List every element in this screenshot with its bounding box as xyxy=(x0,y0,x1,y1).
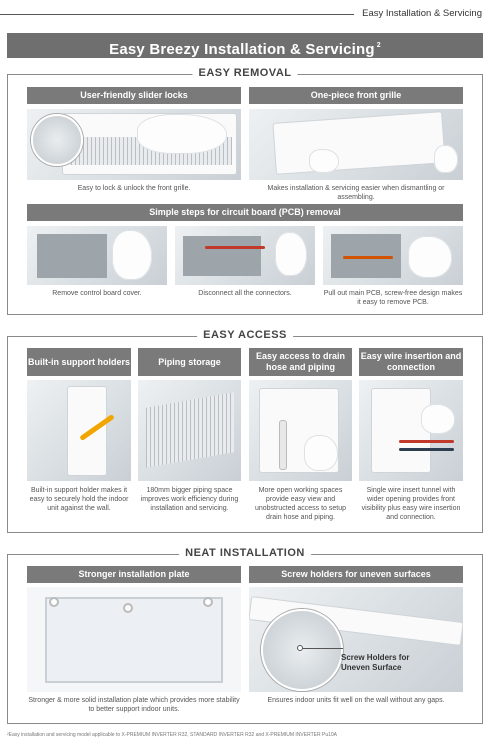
neat-installation-title: NEAT INSTALLATION xyxy=(179,547,311,559)
callout-line xyxy=(303,648,343,649)
top-bar xyxy=(0,0,490,26)
easy-access-section xyxy=(7,329,483,533)
installation-plate-header: Stronger installation plate xyxy=(27,566,241,583)
drain-hose xyxy=(279,420,287,470)
slider-locks-header: User-friendly slider locks xyxy=(27,87,241,104)
support-holders-caption: Built-in support holder makes it easy to securely hold the indoor unit against the wall. xyxy=(29,487,129,512)
pcb-step-1-caption: Remove control board cover. xyxy=(52,290,142,297)
gloved-hand xyxy=(421,404,455,434)
gloved-hand xyxy=(408,236,452,278)
footnote: ²Easy installation and servicing model applicable to X-PREMIUM INVERTER R32, STANDARD INVERTER R32 and X-PREMIUM INVERTER Pu10A xyxy=(7,732,338,738)
pcb-step-3-photo xyxy=(323,226,463,285)
pcb-step-2-caption: Disconnect all the connectors. xyxy=(198,290,292,297)
pcb-step-3-caption: Pull out main PCB, screw-free design makes it easy to remove PCB. xyxy=(323,290,463,306)
screw-holders-header: Screw holders for uneven surfaces xyxy=(249,566,463,583)
slider-locks-photo xyxy=(27,109,241,180)
connector-wire xyxy=(205,246,265,249)
installation-plate xyxy=(45,597,223,683)
wire-insertion-photo xyxy=(359,380,463,481)
piping-space xyxy=(146,392,234,468)
page-title-banner xyxy=(7,33,483,58)
screw-holders-callout: Screw Holders for Uneven Surface xyxy=(341,653,410,672)
red-wire xyxy=(399,440,454,443)
screw-holders-photo xyxy=(249,587,463,692)
piping-storage-photo xyxy=(138,380,241,481)
plate-hole xyxy=(49,597,59,607)
pcb-step-1-photo xyxy=(27,226,167,285)
title-footnote-mark: 2 xyxy=(376,42,381,49)
pcb-removal-header: Simple steps for circuit board (PCB) removal xyxy=(27,204,463,221)
easy-access-title: EASY ACCESS xyxy=(197,329,293,341)
screw-holders-caption: Ensures indoor units fit well on the wall without any gaps. xyxy=(267,697,445,704)
plate-hole xyxy=(123,603,133,613)
drain-hose-photo xyxy=(249,380,352,481)
control-board xyxy=(37,234,107,278)
pcb-step-2-photo xyxy=(175,226,315,285)
drain-hose-caption: More open working spaces provide easy view and unobstructed access to setup drain hose and piping. xyxy=(254,487,347,521)
front-grille-caption: Makes installation & servicing easier when dismantling or assembling. xyxy=(267,185,445,201)
page-title: Easy Breezy Installation & Servicing xyxy=(109,41,375,58)
plate-hole xyxy=(203,597,213,607)
front-grille-header: One-piece front grille xyxy=(249,87,463,104)
black-wire xyxy=(399,448,454,451)
pcb-wire xyxy=(343,256,393,259)
terminal-block xyxy=(371,388,431,473)
installation-plate-caption: Stronger & more solid installation plate which provides more stability to better support indoor units. xyxy=(28,697,240,713)
support-holders-header: Built-in support holders xyxy=(27,348,131,376)
front-grille-photo xyxy=(249,109,463,180)
piping-storage-header: Piping storage xyxy=(138,348,241,376)
wire-insertion-caption: Single wire insert tunnel with wider opening provides front visibility plus easy wire insertion and connection. xyxy=(361,487,461,521)
piping-storage-caption: 180mm bigger piping space improves work efficiency during installation and servicing. xyxy=(140,487,239,512)
right-glove xyxy=(434,145,458,173)
neat-installation-section xyxy=(7,547,483,724)
gloved-hand xyxy=(137,114,227,154)
slider-locks-caption: Easy to lock & unlock the front grille. xyxy=(77,185,191,192)
installation-plate-photo xyxy=(27,587,241,692)
zoom-circle xyxy=(31,114,83,166)
gloved-hand xyxy=(112,230,152,280)
easy-removal-section xyxy=(7,67,483,315)
wire-insertion-header: Easy wire insertion and connection xyxy=(359,348,463,376)
circuit-board xyxy=(183,236,261,276)
gloved-hand xyxy=(304,435,338,471)
section-tag: Easy Installation & Servicing xyxy=(354,5,490,23)
grille-panel xyxy=(272,111,445,175)
easy-removal-title: EASY REMOVAL xyxy=(193,67,298,79)
left-glove xyxy=(309,149,339,173)
gloved-hand xyxy=(275,232,307,276)
support-holders-photo xyxy=(27,380,131,481)
drain-hose-header: Easy access to drain hose and piping xyxy=(249,348,352,376)
